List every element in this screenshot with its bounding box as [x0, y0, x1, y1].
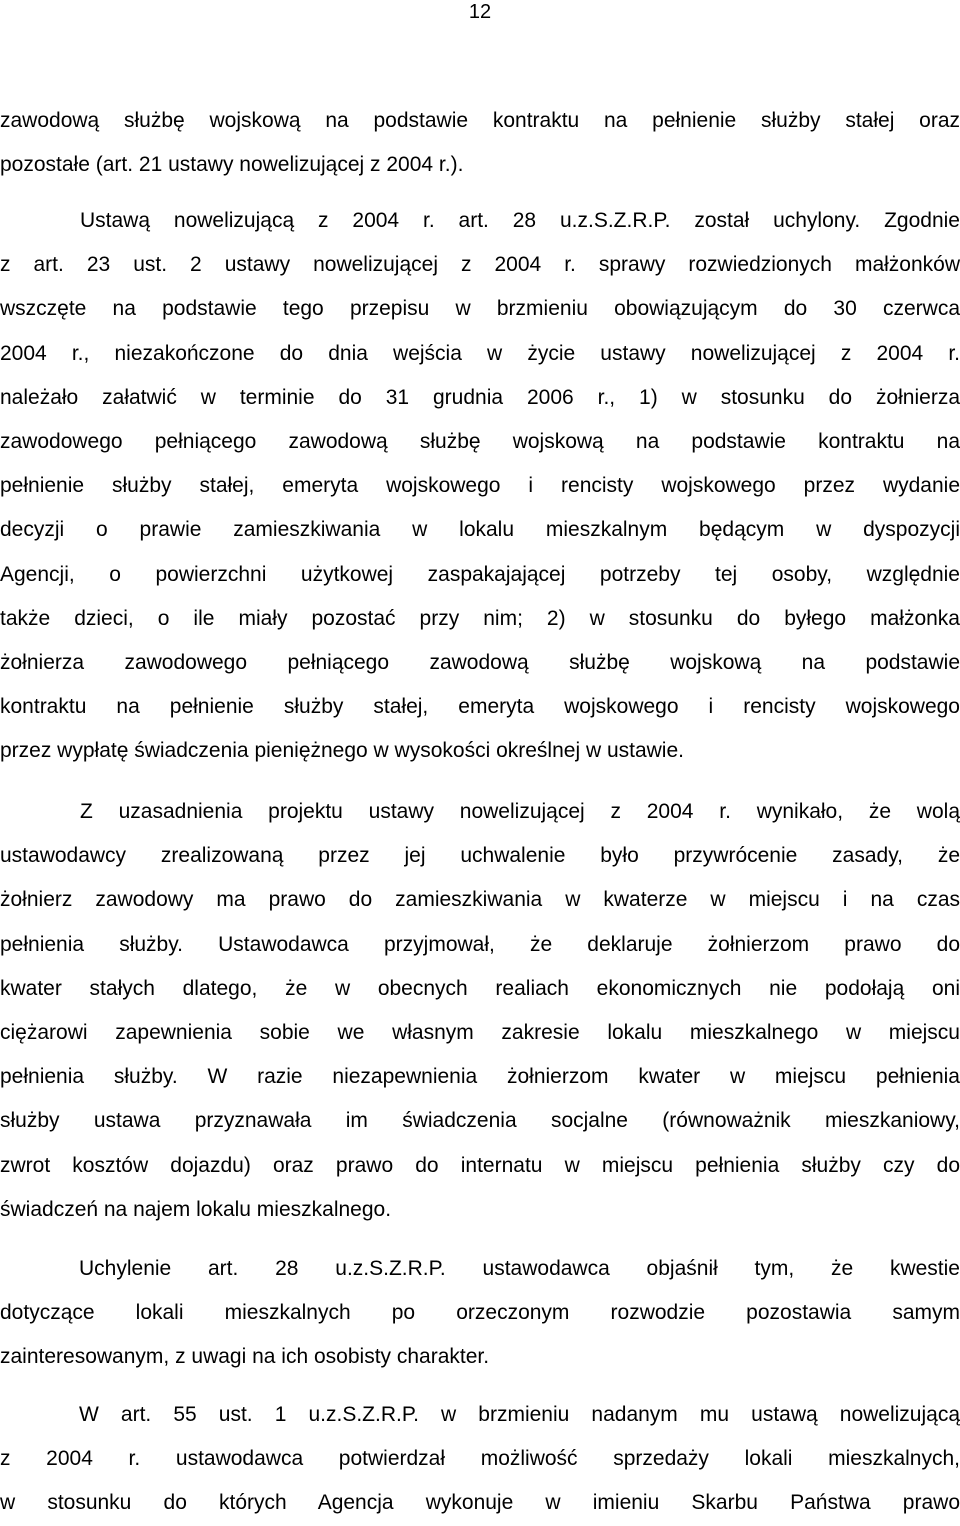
paragraph-justification	[0, 790, 960, 1232]
text-line: kwater stałych dlatego, że w obecnych realiach ekonomicznych nie podołają oni	[0, 976, 960, 1000]
text-line: świadczeń na najem lokalu mieszkalnego.	[0, 1197, 392, 1221]
text-line: z 2004 r. ustawodawca potwierdzał możliwość sprzedaży lokali mieszkalnych,	[0, 1447, 960, 1471]
text-line: dotyczące lokali mieszkalnych po orzeczonym rozwodzie pozostawia samym	[0, 1301, 960, 1325]
text-line: ustawodawcy zrealizowaną przez jej uchwalenie było przywrócenie zasady, że	[0, 844, 960, 868]
text-line: także dzieci, o ile miały pozostać przy nim; 2) w stosunku do byłego małżonka	[0, 606, 960, 630]
text-line: należało załatwić w terminie do 31 grudnia 2006 r., 1) w stosunku do żołnierza	[0, 385, 960, 409]
paragraph-repeal-explanation	[0, 1247, 960, 1380]
paragraph-repeal-art-28	[0, 199, 960, 773]
text-line: zawodowego pełniącego zawodową służbę wojskową na podstawie kontraktu na	[0, 429, 960, 453]
text-line: pozostałe (art. 21 ustawy nowelizującej z 2004 r.).	[0, 153, 464, 177]
paragraph-art-55	[0, 1393, 960, 1526]
page-number: 12	[468, 1, 492, 23]
text-line: Z uzasadnienia projektu ustawy nowelizującej z 2004 r. wynikało, że wolą	[80, 800, 960, 823]
paragraph-continuation	[0, 99, 960, 187]
text-line: żołnierza zawodowego pełniącego zawodową służbę wojskową na podstawie	[0, 650, 960, 674]
text-line: służby ustawa przyznawała im świadczenia socjalne (równoważnik mieszkaniowy,	[0, 1109, 960, 1133]
text-line: 2004 r., niezakończone do dnia wejścia w życie ustawy nowelizującej z 2004 r.	[0, 341, 960, 365]
text-line: pełnienie służby stałej, emeryta wojskowego i rencisty wojskowego przez wydanie	[0, 474, 960, 498]
text-line: kontraktu na pełnienie służby stałej, emeryta wojskowego i rencisty wojskowego	[0, 695, 960, 719]
text-line: W art. 55 ust. 1 u.z.S.Z.R.P. w brzmieniu nadanym mu ustawą nowelizującą	[79, 1403, 960, 1426]
text-line: Agencji, o powierzchni użytkowej zaspakajającej potrzeby tej osoby, względnie	[0, 562, 960, 586]
text-line: przez wypłatę świadczenia pieniężnego w wysokości określnej w ustawie.	[0, 739, 684, 763]
text-line: zainteresowanym, z uwagi na ich osobisty charakter.	[0, 1345, 490, 1369]
text-line: pełnienia służby. Ustawodawca przyjmował, że deklaruje żołnierzom prawo do	[0, 932, 960, 956]
text-line: ciężarowi zapewnienia sobie we własnym zakresie lokalu mieszkalnego w miejscu	[0, 1020, 960, 1044]
text-line: wszczęte na podstawie tego przepisu w brzmieniu obowiązującym do 30 czerwca	[0, 297, 960, 321]
text-line: w stosunku do których Agencja wykonuje w imieniu Skarbu Państwa prawo	[0, 1491, 960, 1515]
text-line: zwrot kosztów dojazdu) oraz prawo do internatu w miejscu pełnienia służby czy do	[0, 1153, 960, 1177]
text-line: zawodową służbę wojskową na podstawie kontraktu na pełnienie służby stałej oraz	[0, 109, 960, 132]
text-line: Ustawą nowelizującą z 2004 r. art. 28 u.z.S.Z.R.P. został uchylony. Zgodnie	[80, 209, 960, 232]
text-line: decyzji o prawie zamieszkiwania w lokalu mieszkalnym będącym w dyspozycji	[0, 518, 960, 542]
text-line: z art. 23 ust. 2 ustawy nowelizującej z 2004 r. sprawy rozwiedzionych małżonków	[0, 253, 960, 277]
text-line: Uchylenie art. 28 u.z.S.Z.R.P. ustawodawca objaśnił tym, że kwestie	[79, 1257, 960, 1280]
text-line: pełnienia służby. W razie niezapewnienia żołnierzom kwater w miejscu pełnienia	[0, 1065, 960, 1089]
text-line: żołnierz zawodowy ma prawo do zamieszkiwania w kwaterze w miejscu i na czas	[0, 888, 960, 912]
